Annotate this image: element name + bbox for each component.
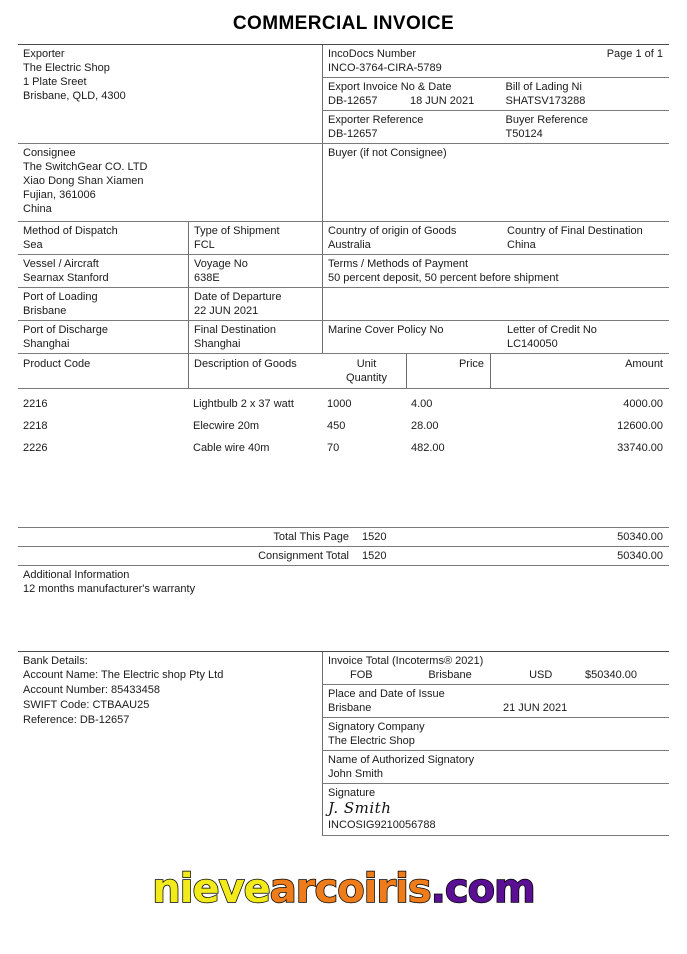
totals-block — [18, 527, 669, 598]
cell-quantity: 70 — [327, 442, 340, 454]
consignee-name: The SwitchGear CO. LTD — [23, 161, 148, 173]
country-of-destination-value: China — [507, 239, 536, 251]
letter-of-credit-value: LC140050 — [507, 338, 558, 350]
date-of-issue-value: 21 JUN 2021 — [503, 702, 568, 714]
consignee-address1: Xiao Dong Shan Xiamen — [23, 175, 144, 187]
invoice-summary-cell — [322, 652, 669, 836]
table-row — [18, 437, 669, 459]
country-of-origin-cell — [322, 222, 502, 254]
exporter-citystate: Brisbane, QLD, 4300 — [23, 90, 126, 102]
invoice-total-place: Brisbane — [428, 669, 472, 681]
buyer-reference-cell — [500, 111, 669, 143]
cell-product-code: 2226 — [23, 442, 48, 454]
country-of-origin-value: Australia — [328, 239, 371, 251]
consignee-cell — [18, 144, 322, 221]
cell-description: Cable wire 40m — [193, 442, 270, 454]
voyage-no-value: 638E — [194, 272, 220, 284]
export-invoice-label: Export Invoice No & Date — [328, 81, 452, 93]
page-title: COMMERCIAL INVOICE — [232, 13, 455, 34]
vessel-aircraft-cell — [18, 255, 188, 287]
buyer-label: Buyer (if not Consignee) — [328, 147, 447, 159]
method-of-dispatch-label: Method of Dispatch — [23, 225, 118, 237]
place-and-date-label: Place and Date of Issue — [328, 688, 445, 700]
date-of-departure-cell — [188, 288, 322, 320]
terms-of-payment-label: Terms / Methods of Payment — [328, 258, 468, 270]
consignment-total-row — [18, 547, 669, 565]
terms-of-payment-value: 50 percent deposit, 50 percent before shipment — [328, 272, 559, 284]
cell-quantity: 450 — [327, 420, 346, 432]
bank-account-number: Account Number: 85433458 — [23, 684, 160, 696]
total-this-page-row — [18, 528, 669, 546]
country-of-destination-label: Country of Final Destination — [507, 225, 643, 237]
table-row — [18, 389, 669, 415]
bank-reference: Reference: DB-12657 — [23, 714, 130, 726]
cell-amount: 33740.00 — [617, 442, 663, 454]
vessel-aircraft-value: Searnax Stanford — [23, 272, 109, 284]
letter-of-credit-label: Letter of Credit No — [507, 324, 597, 336]
additional-information-label: Additional Information — [23, 569, 130, 581]
bank-details-cell — [18, 652, 322, 836]
total-this-page-label: Total This Page — [273, 531, 349, 543]
place-of-issue-value: Brisbane — [328, 702, 372, 714]
date-of-departure-label: Date of Departure — [194, 291, 282, 303]
consignee-country: China — [23, 203, 52, 215]
marine-cover-cell — [322, 321, 502, 353]
additional-information-value: 12 months manufacturer's warranty — [23, 583, 196, 595]
port-of-loading-label: Port of Loading — [23, 291, 98, 303]
cell-price: 4.00 — [411, 398, 433, 410]
exporter-label: Exporter — [23, 48, 65, 60]
marine-cover-value — [328, 337, 502, 351]
column-header-quantity: Unit Quantity — [346, 358, 387, 384]
final-destination-value: Shanghai — [194, 338, 241, 350]
watermark-part-3: .com — [430, 866, 535, 912]
final-destination-label: Final Destination — [194, 324, 276, 336]
date-of-departure-value: 22 JUN 2021 — [194, 305, 259, 317]
export-invoice-date: 18 JUN 2021 — [410, 95, 475, 107]
loading-row — [18, 288, 669, 320]
voyage-no-cell — [188, 255, 322, 287]
exporter-street: 1 Plate Sreet — [23, 76, 87, 88]
country-of-origin-label: Country of origin of Goods — [328, 225, 457, 237]
cell-product-code: 2218 — [23, 420, 48, 432]
column-header-description: Description of Goods — [188, 354, 322, 388]
additional-information-cell — [18, 566, 669, 598]
vessel-row — [18, 255, 669, 287]
signatory-company-value: The Electric Shop — [328, 735, 415, 747]
vessel-aircraft-label: Vessel / Aircraft — [23, 258, 99, 270]
exporter-incodocs-row — [18, 45, 669, 143]
bank-swift-code: SWIFT Code: CTBAAU25 — [23, 699, 150, 711]
consignment-total-label: Consignment Total — [258, 550, 349, 562]
authorized-signatory-label: Name of Authorized Signatory — [328, 754, 475, 766]
incodocs-number-label: IncoDocs Number — [328, 48, 417, 60]
port-of-discharge-cell — [18, 321, 188, 353]
consignment-total-amount: 50340.00 — [617, 550, 663, 562]
goods-table-header — [18, 354, 669, 388]
cell-price: 28.00 — [411, 420, 439, 432]
bill-of-lading-value: SHATSV173288 — [505, 95, 586, 107]
total-this-page-amount: 50340.00 — [617, 531, 663, 543]
method-of-dispatch-value: Sea — [23, 239, 43, 251]
dispatch-row — [18, 222, 669, 254]
bank-signature-block — [18, 651, 669, 836]
buyer-cell — [322, 144, 669, 221]
table-row — [18, 415, 669, 437]
exporter-reference-value: DB-12657 — [328, 128, 378, 140]
bill-of-lading-cell — [500, 78, 669, 110]
port-of-loading-cell — [18, 288, 188, 320]
type-of-shipment-value: FCL — [194, 239, 215, 251]
port-of-discharge-value: Shanghai — [23, 338, 70, 350]
method-of-dispatch-cell — [18, 222, 188, 254]
exporter-cell — [18, 45, 322, 143]
letter-of-credit-cell — [502, 321, 669, 353]
port-of-discharge-label: Port of Discharge — [23, 324, 108, 336]
references-row — [323, 111, 669, 143]
cell-description: Elecwire 20m — [193, 420, 260, 432]
consignee-label: Consignee — [23, 147, 76, 159]
header-block — [18, 44, 669, 459]
type-of-shipment-label: Type of Shipment — [194, 225, 280, 237]
site-watermark — [0, 866, 687, 912]
column-header-product-code: Product Code — [23, 358, 91, 370]
exporter-reference-label: Exporter Reference — [328, 114, 424, 126]
authorized-signatory-cell — [323, 751, 669, 783]
invoice-total-label: Invoice Total (Incoterms® 2021) — [328, 655, 484, 667]
country-of-destination-cell — [502, 222, 669, 254]
incodocs-number-cell — [323, 45, 669, 77]
bank-invoice-row — [18, 652, 669, 836]
cell-quantity: 1000 — [327, 398, 352, 410]
cell-product-code: 2216 — [23, 398, 48, 410]
exporter-reference-cell — [323, 111, 500, 143]
bank-account-name: Account Name: The Electric shop Pty Ltd — [23, 669, 224, 681]
additional-information-row — [18, 566, 669, 598]
signatory-company-cell — [323, 718, 669, 750]
final-destination-cell — [188, 321, 322, 353]
consignee-address2: Fujian, 361006 — [23, 189, 96, 201]
exporter-name: The Electric Shop — [23, 62, 110, 74]
cell-description: Lightbulb 2 x 37 watt — [193, 398, 294, 410]
invoice-total-term: FOB — [350, 669, 373, 681]
page-indicator: Page 1 of 1 — [606, 48, 663, 60]
signature-code: INCOSIG9210056788 — [328, 819, 436, 831]
discharge-row — [18, 321, 669, 353]
consignee-buyer-row — [18, 144, 669, 221]
signature-label: Signature — [328, 787, 376, 799]
total-this-page-quantity: 1520 — [362, 531, 387, 543]
cell-amount: 4000.00 — [623, 398, 663, 410]
invoice-total-cell — [323, 652, 669, 684]
type-of-shipment-cell — [188, 222, 322, 254]
consignment-total-quantity: 1520 — [362, 550, 387, 562]
buyer-reference-label: Buyer Reference — [505, 114, 589, 126]
cell-amount: 12600.00 — [617, 420, 663, 432]
signatory-company-label: Signatory Company — [328, 721, 425, 733]
buyer-reference-value: T50124 — [505, 128, 543, 140]
terms-of-payment-cell — [322, 255, 669, 287]
place-and-date-cell — [323, 685, 669, 717]
export-invoice-cell — [323, 78, 500, 110]
invoice-total-amount: $50340.00 — [585, 669, 638, 681]
signature-cell — [323, 784, 669, 835]
cell-price: 482.00 — [411, 442, 445, 454]
bill-of-lading-label: Bill of Lading Ni — [505, 81, 582, 93]
watermark-part-1: nieve — [152, 866, 270, 912]
divider — [323, 835, 669, 836]
port-of-loading-value: Brisbane — [23, 305, 67, 317]
authorized-signatory-value: John Smith — [328, 768, 384, 780]
column-header-amount: Amount — [490, 354, 669, 388]
watermark-part-2: arcoiris — [269, 866, 431, 912]
loading-right-filler — [322, 288, 669, 320]
incodocs-number-value: INCO-3764-CIRA-5789 — [328, 62, 442, 74]
marine-cover-label: Marine Cover Policy No — [328, 324, 444, 336]
invoice-total-currency: USD — [529, 669, 553, 681]
signature-image: J. Smith — [328, 799, 392, 817]
export-invoice-number: DB-12657 — [328, 95, 378, 107]
export-invoice-row — [323, 78, 669, 110]
bank-details-label: Bank Details: — [23, 655, 88, 667]
incodocs-cell — [322, 45, 669, 143]
column-header-price: Price — [406, 354, 490, 388]
voyage-no-label: Voyage No — [194, 258, 248, 270]
